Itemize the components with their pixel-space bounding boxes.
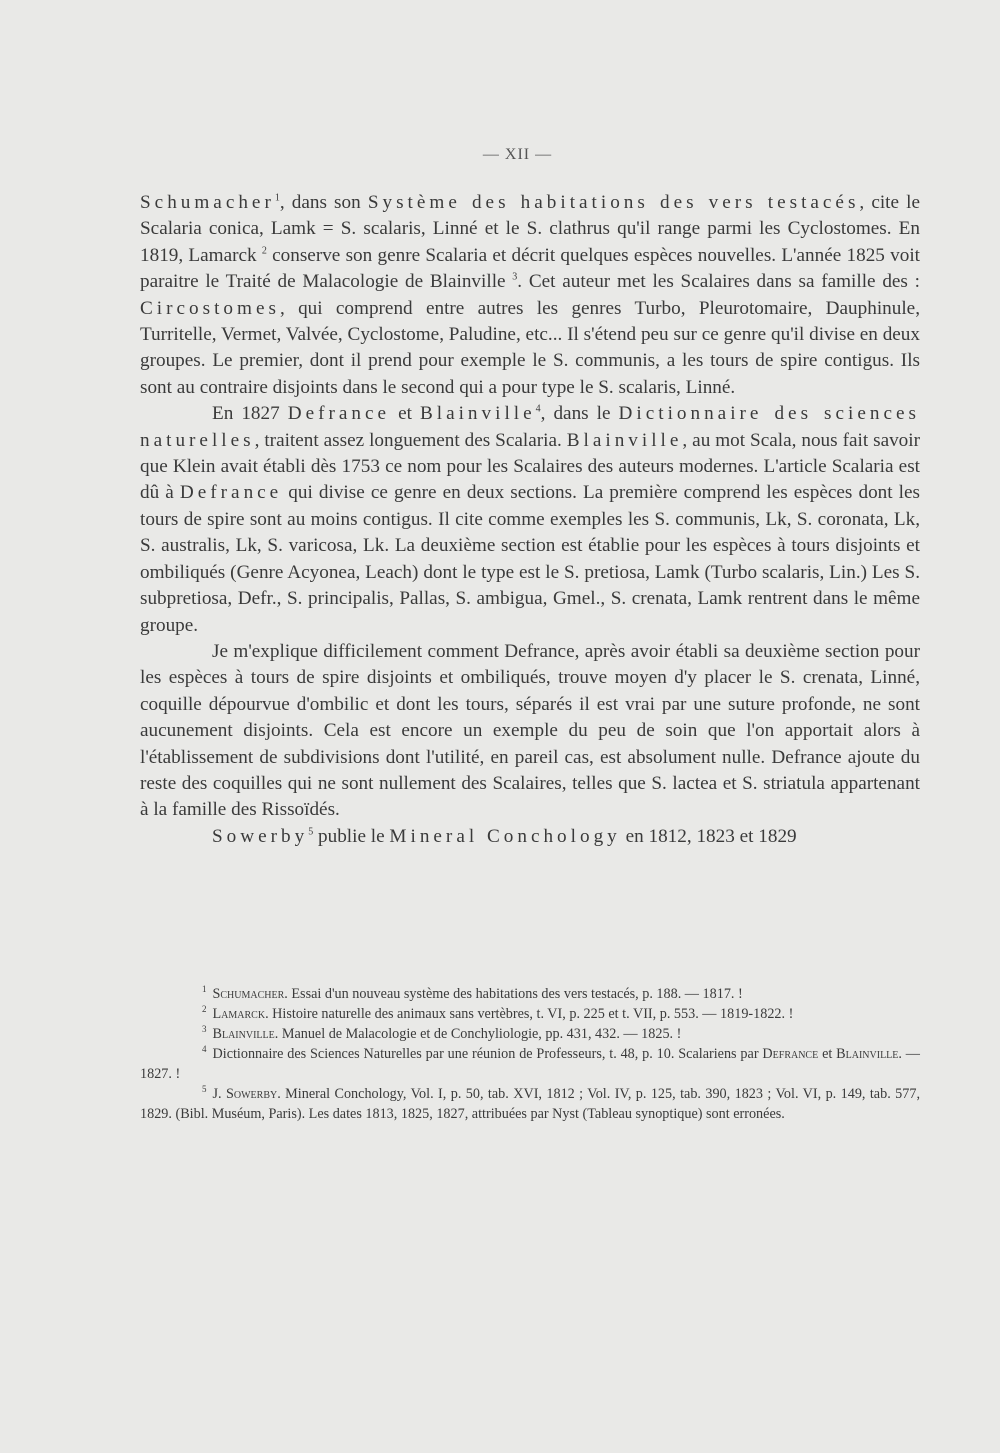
text-run: publie le (313, 825, 390, 847)
footnote-mark: 5 (202, 1084, 207, 1095)
text-run: , cite le Scalaria conica, Lamk = S. scalaris, Linné et le S. clathrus qu'il range parmi les Cyclostomes. En 1819, Lamarck (140, 192, 920, 266)
footnote-ref: 4 (535, 403, 541, 415)
main-text (140, 190, 920, 850)
footnote (140, 1024, 920, 1044)
paragraph (140, 190, 920, 401)
footnote (140, 1084, 920, 1124)
spaced-emphasis: Sowerby (212, 825, 309, 847)
text-run: Je m'explique difficilement comment Defrance, après avoir établi sa deuxième section pour les espèces à tours de spire disjoints et ombiliqués, trouve moyen d'y placer le S. crenata, Linné, coquille dépourvue d'ombilic et dont les tours, séparés il est vrai par une suture profonde, ne sont aucunement disjoints. Cela est encore un exemple du peu de soin que l'on apportait alors à l'établissement de subdivisions dont l'utilité, en pareil cas, est absolument nulle. Defrance ajoute du reste des coquilles qui ne sont nullement des Scalaires, telles que S. lactea et S. striatula appartenant à la famille des Rissoïdés. (140, 640, 920, 821)
spaced-emphasis: Circostomes (140, 297, 280, 319)
text-run: J. (212, 1086, 226, 1102)
spaced-emphasis: Schumacher (140, 192, 275, 213)
footnote-ref: 1 (274, 192, 280, 204)
text-run: , traitent assez longuement des Scalaria. (254, 429, 567, 451)
author-name: Sowerby (225, 1086, 278, 1102)
text-run: , au mot Scala, nous fait savoir que Klein avait établi dès 1753 ce nom pour les Scalaires des auteurs modernes. L'article Scalaria est dû à (140, 429, 920, 504)
footnote (140, 1044, 920, 1084)
text-run: en 1812, 1823 et 1829 (620, 825, 797, 847)
text-run: , dans son (279, 192, 368, 213)
author-name: Blainville (836, 1046, 899, 1062)
author-name: Schumacher (212, 986, 285, 1002)
paragraph (140, 639, 920, 824)
text-run: . Histoire naturelle des animaux sans vertèbres, t. VI, p. 225 et t. VII, p. 553. — 1819-1822. ! (265, 1006, 794, 1022)
footnote-mark: 4 (202, 1044, 207, 1055)
text-run: . — 1827. ! (140, 1046, 920, 1082)
spaced-emphasis: Dictionnaire des sciences naturelles (140, 403, 920, 451)
footnote-ref: 5 (308, 826, 314, 838)
page-number: — XII — (482, 146, 553, 163)
footnote (140, 984, 920, 1004)
paragraph (140, 401, 920, 639)
text-run: En 1827 (212, 403, 288, 425)
text-run: . Manuel de Malacologie et de Conchyliologie, pp. 431, 432. — 1825. ! (274, 1026, 682, 1042)
text-run: . Essai d'un nouveau système des habitations des vers testacés, p. 188. — 1817. ! (284, 986, 743, 1002)
text-run: , dans le (540, 403, 619, 425)
text-run: et (390, 403, 420, 425)
footnote-ref: 3 (512, 271, 518, 283)
text-run: conserve son genre Scalaria et décrit quelques espèces nouvelles. L'année 1825 voit paraitre le Traité de Malacologie de Blainville (140, 244, 920, 293)
spaced-emphasis: Blainville (566, 429, 683, 451)
author-name: Blainville (212, 1026, 275, 1042)
author-name: Lamarck (212, 1006, 266, 1022)
spaced-emphasis: Mineral Conchology (389, 825, 621, 847)
text-run: . Cet auteur met les Scalaires dans sa famille des : (517, 271, 920, 293)
footnote-mark: 1 (202, 984, 207, 995)
spaced-emphasis: Defrance (287, 403, 391, 425)
spaced-emphasis: Defrance (179, 482, 283, 504)
footnote (140, 1004, 920, 1024)
text-run: . Mineral Conchology, Vol. I, p. 50, tab. XVI, 1812 ; Vol. IV, p. 125, tab. 390, 1823 ; Vol. VI, p. 149, tab. 577, 1829. (Bibl. Muséum, Paris). Les dates 1813, 1825, 1827, attribuées par Nyst (Tableau synoptique) sont erronées. (140, 1086, 920, 1122)
spaced-emphasis: Blainville (419, 403, 536, 425)
text-run: et (818, 1046, 837, 1062)
paragraph (140, 824, 920, 850)
footnote-ref: 2 (261, 245, 267, 257)
spaced-emphasis: Système des habitations des vers testacés (367, 192, 860, 213)
footnote-mark: 2 (202, 1004, 207, 1015)
text-run: Dictionnaire des Sciences Naturelles par une réunion de Professeurs, t. 48, p. 10. Scalariens par (212, 1046, 763, 1062)
footnotes (140, 984, 920, 1124)
author-name: Defrance (762, 1046, 819, 1062)
text-run: , qui comprend entre autres les genres Turbo, Pleurotomaire, Dauphinule, Turritelle, Vermet, Valvée, Cyclostome, Paludine, etc... Il s'étend peu sur ce genre qu'il divise en deux groupes. Le premier, dont il prend pour exemple le S. communis, a les tours de spire contigus. Ils sont au contraire disjoints dans le second qui a pour type le S. scalaris, Linné. (140, 297, 920, 398)
footnote-mark: 3 (202, 1024, 207, 1035)
text-run: qui divise ce genre en deux sections. La première comprend les espèces dont les tours de spire sont au moins contigus. Il cite comme exemples les S. communis, Lk, S. coronata, Lk, S. australis, Lk, S. varicosa, Lk. La deuxième section est établie pour les espèces à tours disjoints et ombiliqués (Genre Acyonea, Leach) dont le type est le S. pretiosa, Lamk (Turbo scalaris, Lin.) Les S. subpretiosa, Defr., S. principalis, Pallas, S. ambigua, Gmel., S. crenata, Lamk rentrent dans le même groupe. (140, 482, 920, 636)
